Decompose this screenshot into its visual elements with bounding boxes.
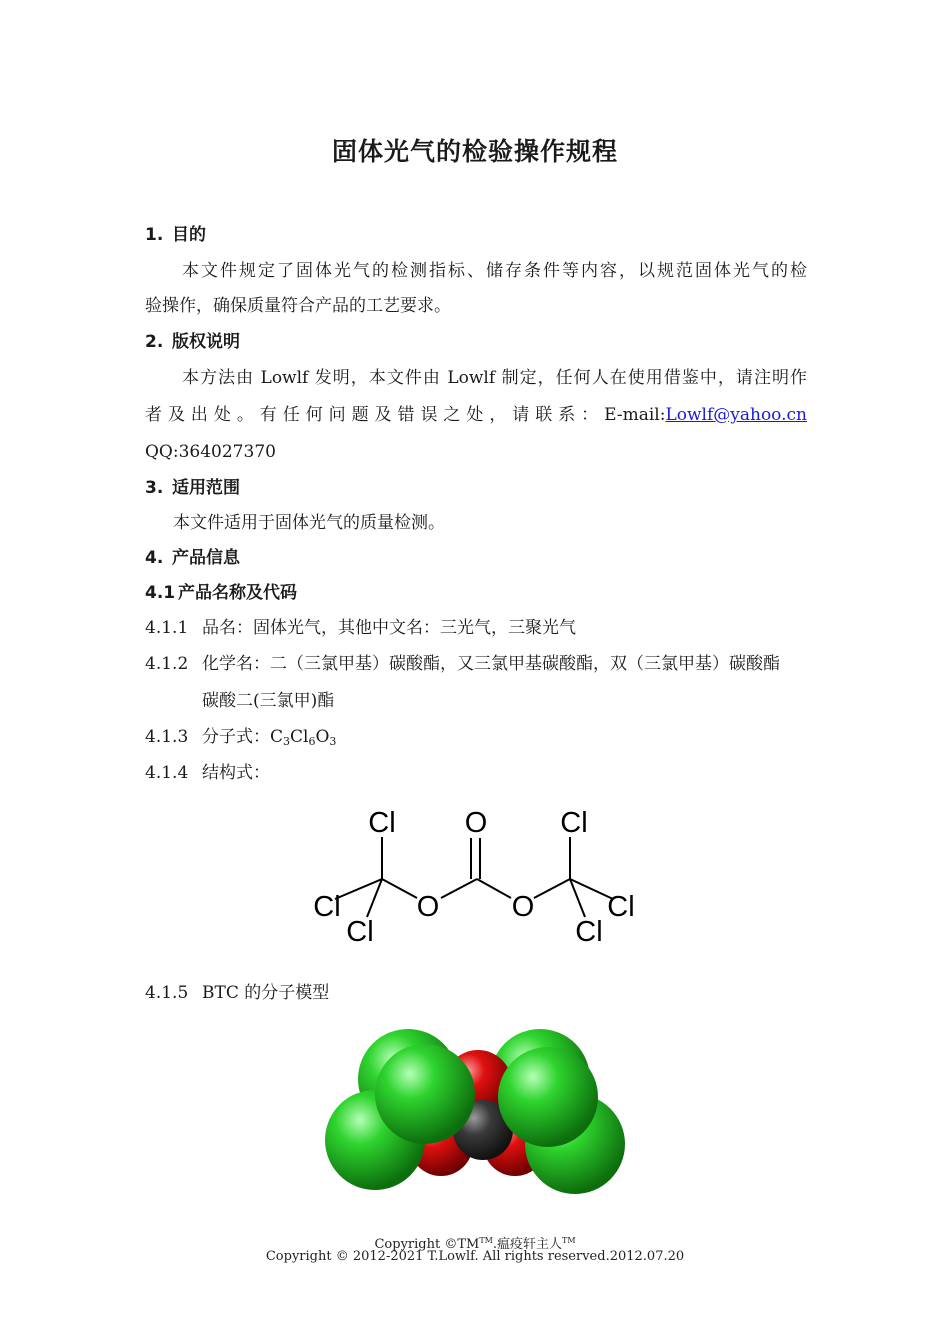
- item-text: 化学名：二（三氯甲基）碳酸酯，又三氯甲基碳酸酯，双（三氯甲基）碳酸酯: [202, 654, 780, 674]
- section-number: 2.: [145, 332, 164, 352]
- section-title: 产品信息: [172, 548, 240, 568]
- page-title: 固体光气的检验操作规程: [331, 137, 618, 166]
- section-4-1-heading: [145, 582, 297, 604]
- bond-lines: [335, 837, 613, 917]
- qq-number: QQ:364027370: [145, 442, 276, 462]
- item-4-1-2: [145, 653, 807, 675]
- item-number: 4.1.5: [145, 983, 189, 1003]
- item-4-1-2-continuation: 碳酸二(三氯甲)酯: [202, 691, 335, 711]
- footer-copyright-line-2: Copyright © 2012-2021 T.Lowlf. All rights reserved.2012.07.20: [265, 1249, 685, 1264]
- contact-text: 者 及 出 处 。 有 任 何 问 题 及 错 误 之 处 ， 请 联 系 ： E-mail:: [145, 405, 666, 425]
- email-link[interactable]: Lowlf@yahoo.cn: [665, 405, 807, 425]
- molecular-model-image: [318, 1022, 633, 1197]
- item-4-1-1: [145, 617, 576, 639]
- section-4-heading: [145, 547, 240, 569]
- section-2-paragraph-line-1: 本方法由 Lowlf 发明，本文件由 Lowlf 制定，任何人在使用借鉴中，请注明作: [182, 368, 807, 388]
- item-number: 4.1.1: [145, 618, 189, 638]
- oxygen-label: O: [416, 891, 440, 923]
- section-number: 1.: [145, 225, 164, 245]
- item-4-1-4: [145, 762, 270, 784]
- section-3-heading: [145, 477, 240, 499]
- chlorine-label: Cl: [560, 807, 588, 839]
- section-2-paragraph-line-2: [145, 404, 807, 426]
- section-2-heading: [145, 331, 240, 353]
- chlorine-label: Cl: [575, 916, 603, 948]
- section-1-heading: [145, 224, 206, 246]
- item-4-1-5: [145, 982, 329, 1004]
- section-title: 版权说明: [172, 332, 240, 352]
- section-3-paragraph: 本文件适用于固体光气的质量检测。: [173, 513, 445, 533]
- section-title: 适用范围: [172, 478, 240, 498]
- item-number: 4.1.4: [145, 763, 189, 783]
- chlorine-label: Cl: [607, 891, 635, 923]
- chlorine-atom: [498, 1047, 598, 1147]
- structural-formula-diagram: [300, 800, 650, 950]
- item-4-1-3: [145, 726, 336, 753]
- section-1-paragraph-line-2: 验操作，确保质量符合产品的工艺要求。: [145, 296, 451, 316]
- section-1-paragraph-line-1: 本文件规定了固体光气的检测指标、储存条件等内容，以规范固体光气的检: [182, 261, 807, 281]
- chlorine-atom: [375, 1044, 475, 1144]
- chlorine-label: Cl: [368, 807, 396, 839]
- chlorine-label: Cl: [313, 891, 341, 923]
- section-number: 4.1: [145, 583, 176, 603]
- chlorine-label: Cl: [346, 916, 374, 948]
- footer-copyright-line-1: Copyright ©TM™.瘟疫轩主人™: [374, 1236, 576, 1252]
- molecular-formula: $C_3Cl_6O_3$: [270, 727, 337, 748]
- item-label: 分子式：: [202, 727, 270, 747]
- section-number: 4.: [145, 548, 164, 568]
- item-text: BTC 的分子模型: [202, 983, 330, 1003]
- item-number: 4.1.2: [145, 654, 189, 674]
- oxygen-label: O: [464, 807, 488, 839]
- section-title: 目的: [172, 225, 206, 245]
- item-text: 结构式：: [202, 763, 270, 783]
- item-number: 4.1.3: [145, 727, 189, 747]
- section-title: 产品名称及代码: [178, 583, 297, 603]
- section-number: 3.: [145, 478, 164, 498]
- item-text: 品名：固体光气，其他中文名：三光气，三聚光气: [202, 618, 576, 638]
- oxygen-label: O: [511, 891, 535, 923]
